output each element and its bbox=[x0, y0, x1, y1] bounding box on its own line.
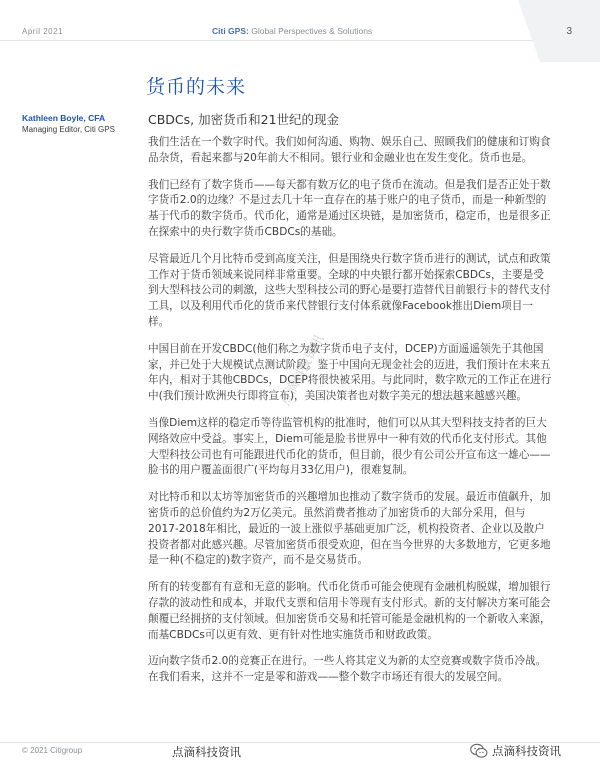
footer-account bbox=[470, 743, 561, 759]
brand-label: Citi GPS: bbox=[212, 26, 249, 36]
section-subtitle: CBDCs, 加密货币和21世纪的现金 bbox=[148, 112, 340, 127]
paragraph: 对比特币和以太坊等加密货币的兴趣增加也推动了数字货币的发展。最近市值飙升，加密货币的总价值约为2万亿美元。虽然消费者推动了加密货币的大部分采用，但与2017-2018年相比，最近的一波上涨似乎基础更加广泛，机构投资者、企业以及散户投资者都对此感兴趣。尽管加密货币很受欢迎，但在当今世界的大多数地方，它更多地是一种(不稳定的)数字资产，而不是交易货币。 bbox=[148, 491, 551, 567]
article-body bbox=[148, 135, 552, 697]
copyright: © 2021 Citigroup bbox=[22, 746, 83, 755]
header-rule bbox=[0, 40, 540, 41]
footer-source-text: 点滴科技资讯 bbox=[172, 745, 241, 759]
footer-account-name: 点滴科技资讯 bbox=[492, 744, 561, 758]
series-label: Global Perspectives & Solutions bbox=[251, 26, 373, 36]
paragraph: 我们已经有了数字货币——每天都有数万亿的电子货币在流动。但是我们是否正处于数字货币2.0的边缘？不是过去几十年一直存在的基于账户的电子货币，而是一种新型的基于代币的数字货币。代币化，通常是通过区块链，是加密货币，稳定币，也是很多正在探索中的央行数字货币CBDCs的基础。 bbox=[148, 178, 551, 238]
page-number: 3 bbox=[566, 26, 572, 37]
report-series bbox=[212, 26, 372, 36]
author-block bbox=[22, 112, 115, 136]
report-date: April 2021 bbox=[22, 27, 64, 36]
paragraph: 我们生活在一个数字时代。我们如何沟通、购物、娱乐自己、照顾我们的健康和订购食品杂货，看起来都与20年前大不相同。银行业和金融业也在发生变化。货币也是。 bbox=[148, 136, 551, 164]
wechat-icon bbox=[470, 743, 488, 759]
paragraph: 所有的转变都有有意和无意的影响。代币化货币可能会使现有金融机构脱媒，增加银行存款的波动性和成本，并取代支票和信用卡等现有支付形式。新的支付解决方案可能会颠覆已经拥挤的支付领域。但加密货币交易和托管可能是金融机构的一个新收入来源，而基CBDCs可以更有效、更有针对性地实施货币和财政政策。 bbox=[148, 581, 551, 641]
paragraph: 迈向数字货币2.0的竞赛正在进行。一些人将其定义为新的太空竞赛或数字货币冷战。在我们看来，这并不一定是零和游戏——整个数字市场还有很大的发展空间。 bbox=[148, 655, 547, 684]
paragraph: 当像Diem这样的稳定币等待监管机构的批准时，他们可以从其大型科技支持者的巨大网络效应中受益。事实上，Diem可能是脸书世界中一种有效的代币化支付形式。其他大型科技公司也有可能跟进代币化的货币，但目前，很少有公司公开宣布这一雄心——脸书的用户覆盖面很广(平均每月33亿用户)，很难复制。 bbox=[148, 416, 551, 477]
page-title: 货币的未来 bbox=[146, 76, 247, 98]
author-role: Managing Editor, Citi GPS bbox=[22, 125, 115, 134]
watermark: 点滴科技资讯 bbox=[277, 332, 328, 409]
author-name: Kathleen Boyle, CFA bbox=[22, 113, 106, 123]
paragraph: 尽管最近几个月比特币受到高度关注，但是围绕央行数字货币进行的测试，试点和政策工作对于货币领域来说同样非常重要。全球的中央银行都开始探索CBDCs，主要是受到大型科技公司的刺激，这些大型科技公司的野心是要打造替代目前银行卡的替代支付工具，以及利用代币化的货币来代替银行支付体系就像Facebook推出Diem项目一样。 bbox=[148, 252, 551, 328]
paragraph: 中国目前在开发CBDC(他们称之为数字货币电子支付，DCEP)方面遥遥领先于其他国家，并已处于大规模试点测试阶段。鉴于中国向无现金社会的迈进，我们预计在未来五年内，相对于其他CBDCs，DCEP将很快被采用。与此同时，数字欧元的工作正在进行中(我们预计欧洲央行即将宣布)，美国决策者也对数字美元的想法越来越感兴趣。 bbox=[148, 342, 552, 403]
